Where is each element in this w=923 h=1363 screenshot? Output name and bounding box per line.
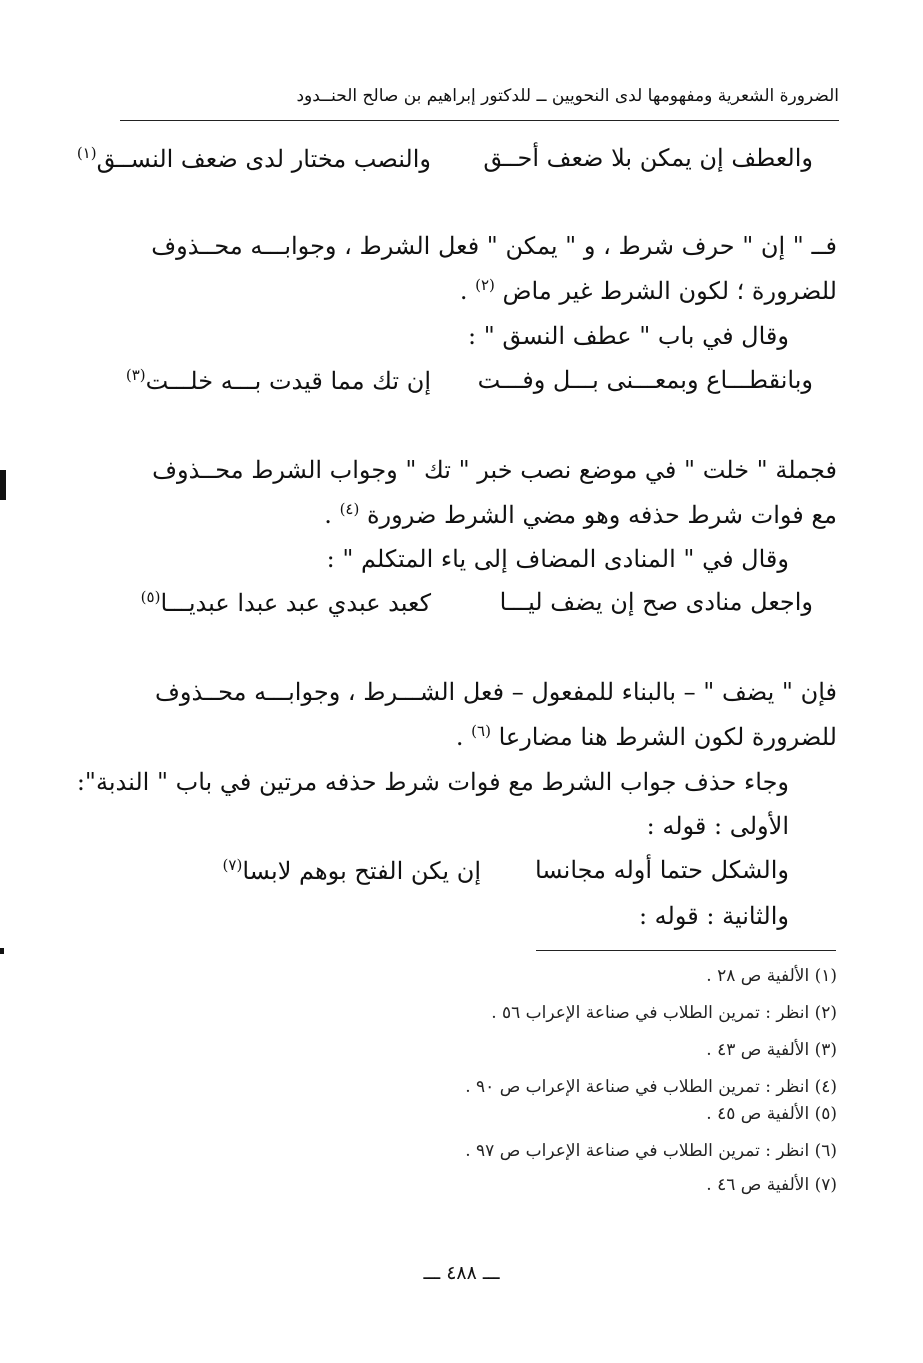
para3-line3: وجاء حذف جواب الشرط مع فوات شرط حذفه مرتين في باب " الندبة": — [76, 768, 789, 796]
footnote-1: (١) الألفية ص ٢٨ . — [706, 966, 837, 986]
footnote-ref-7: (٧) — [222, 856, 243, 874]
para3-line4: الأولى : قوله : — [646, 812, 789, 840]
header-rule — [120, 120, 839, 121]
para3-line2-text: للضرورة لكون الشرط هنا مضارعا — [498, 723, 837, 751]
footnote-ref-1: (١) — [76, 144, 97, 162]
footnote-ref-3: (٣) — [125, 366, 146, 384]
footnote-rule — [536, 950, 836, 951]
footnote-ref-5: (٥) — [140, 588, 161, 606]
footnote-3: (٣) الألفية ص ٤٣ . — [706, 1040, 837, 1060]
footnote-ref-2: (٢) — [475, 276, 495, 294]
para4-line1: والثانية : قوله : — [638, 902, 789, 930]
para3-line2-end: . — [455, 723, 464, 751]
para1-line3: وقال في باب " عطف النسق " : — [468, 322, 789, 350]
para1-line2 — [460, 276, 837, 306]
footnote-ref-6: (٦) — [471, 722, 491, 740]
para2-line1: فجملة " خلت " في موضع نصب خبر " تك " وجواب الشرط محــذوف — [152, 456, 837, 484]
footnote-ref-4: (٤) — [339, 500, 360, 518]
scan-edge-mark — [0, 470, 6, 500]
para1-line2-end: . — [459, 277, 468, 305]
verse1-left-text: والنصب مختار لدى ضعف النســق — [96, 145, 431, 173]
para3-line1: فإن " يضف " – بالبناء للمفعول – فعل الشـــرط ، وجوابـــه محــذوف — [155, 678, 837, 706]
verse3-left-hemistich — [141, 588, 431, 617]
footnote-2: (٢) انظر : تمرين الطلاب في صناعة الإعراب ٥٦ . — [491, 1003, 837, 1023]
verse2-left-text: إن تك مما قيدت بـــه خلـــت — [145, 367, 431, 395]
para3-line2 — [456, 722, 837, 752]
verse1-left-hemistich — [77, 144, 431, 173]
verse3-left-text: كعبد عبدي عبد عبدا عبديـــا — [160, 589, 431, 617]
para1-line2-text: للضرورة ؛ لكون الشرط غير ماض — [502, 277, 837, 305]
verse2-right-hemistich: وبانقطـــاع وبمعـــنى بـــل وفـــت — [477, 366, 813, 394]
verse2-left-hemistich — [126, 366, 431, 395]
para2-line2-text: مع فوات شرط حذفه وهو مضي الشرط ضرورة — [366, 501, 837, 529]
para2-line3: وقال في " المنادى المضاف إلى ياء المتكلم " : — [326, 545, 789, 573]
footnote-4: (٤) انظر : تمرين الطلاب في صناعة الإعراب ص ٩٠ . — [465, 1077, 837, 1097]
verse1-right-hemistich: والعطف إن يمكن بلا ضعف أحــق — [483, 144, 813, 172]
verse4-right-hemistich: والشكل حتما أوله مجانسا — [534, 856, 789, 884]
footnote-5: (٥) الألفية ص ٤٥ . — [706, 1104, 837, 1124]
verse3-right-hemistich: واجعل منادى صح إن يضف ليـــا — [499, 588, 813, 616]
running-header: الضرورة الشعرية ومفهومها لدى النحويين ــ للدكتور إبراهيم بن صالح الحنــدود — [296, 86, 839, 106]
verse4-left-hemistich — [223, 856, 481, 885]
page-number: ـــ ٤٨٨ ـــ — [423, 1262, 500, 1284]
para2-line2 — [324, 500, 837, 530]
footnote-6: (٦) انظر : تمرين الطلاب في صناعة الإعراب ص ٩٧ . — [465, 1141, 837, 1161]
footnote-7: (٧) الألفية ص ٤٦ . — [706, 1175, 837, 1195]
scan-edge-mark — [0, 948, 4, 954]
para1-line1: فــ " إن " حرف شرط ، و " يمكن " فعل الشرط ، وجوابـــه محــذوف — [151, 232, 837, 260]
verse4-left-text: إن يكن الفتح بوهم لابسا — [242, 857, 481, 885]
para2-line2-end: . — [324, 501, 332, 529]
